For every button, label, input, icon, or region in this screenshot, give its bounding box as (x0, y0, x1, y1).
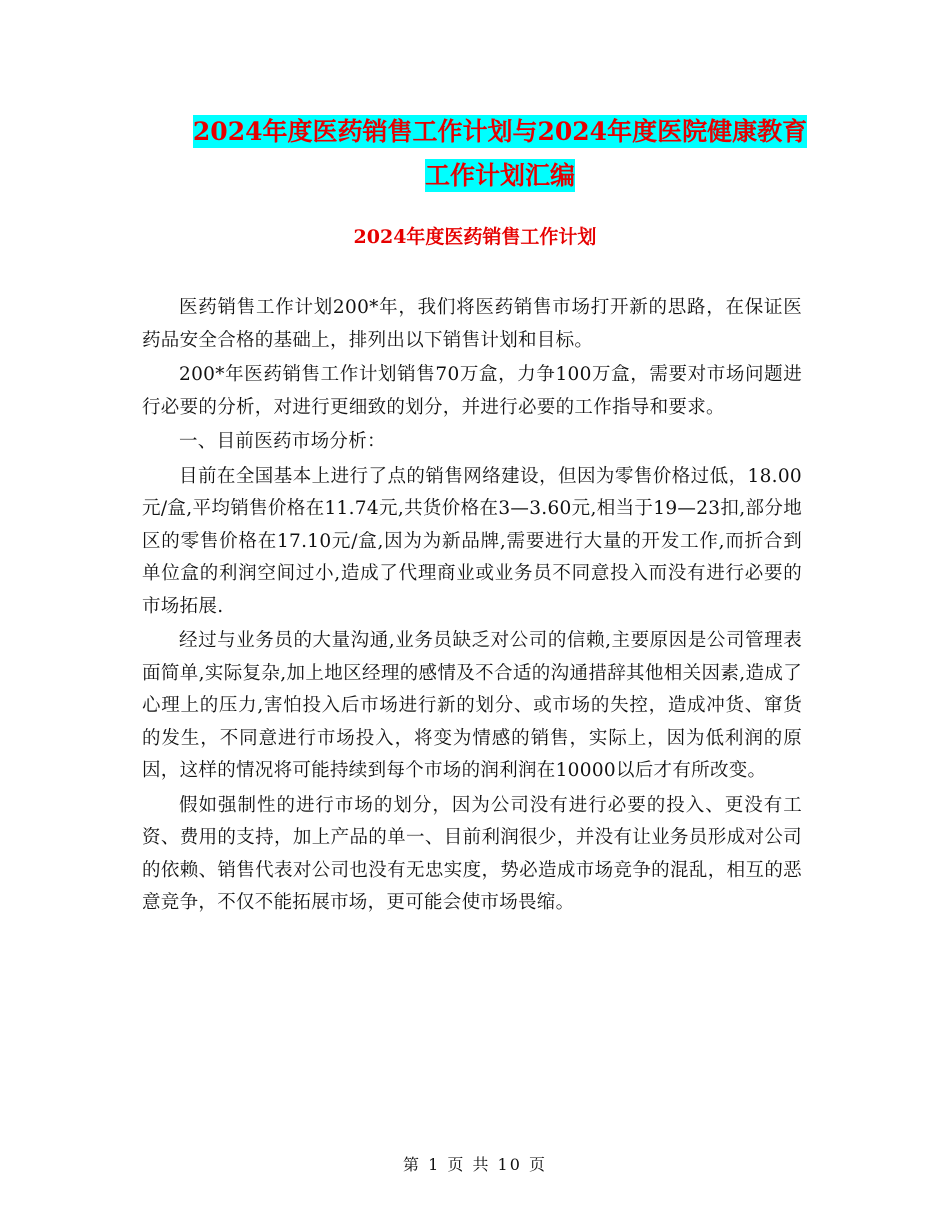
page-footer: 第 1 页 共 10 页 (403, 1155, 547, 1174)
paragraph: 医药销售工作计划200*年，我们将医药销售市场打开新的思路，在保证医药品安全合格的基础上，排列出以下销售计划和目标。 (142, 297, 802, 351)
section-title: 2024年度医药销售工作计划 (353, 226, 597, 248)
paragraph: 经过与业务员的大量沟通,业务员缺乏对公司的信赖,主要原因是公司管理表面简单,实际复杂,加上地区经理的感情及不合适的沟通措辞其他相关因素,造成了心理上的压力,害怕投入后市场进行新的划分、或市场的失控，造成冲货、窜货的发生，不同意进行市场投入，将变为情感的销售，实际上，因为低利润的原因，这样的情况将可能持续到每个市场的润利润在10000以后才有所改变。 (142, 630, 802, 781)
document-title-line1: 2024年度医药销售工作计划与2024年度医院健康教育 (192, 117, 808, 146)
document-body (142, 292, 802, 922)
paragraph: 一、目前医药市场分析： (179, 431, 386, 452)
paragraph: 假如强制性的进行市场的划分，因为公司没有进行必要的投入、更没有工资、费用的支持，加上产品的单一、目前利润很少，并没有让业务员形成对公司的依赖、销售代表对公司也没有无忠实度，势必造成市场竞争的混乱，相互的恶意竞争，不仅不能拓展市场，更可能会使市场畏缩。 (142, 794, 802, 913)
paragraph: 目前在全国基本上进行了点的销售网络建设，但因为零售价格过低，18.00元/盒,平均销售价格在11.74元,共货价格在3—3.60元,相当于19—23扣,部分地区的零售价格在17.10元/盒,因为为新品牌,需要进行大量的开发工作,而折合到单位盒的利润空间过小,造成了代理商业或业务员不同意投入而没有进行必要的市场拓展. (142, 465, 802, 617)
document-title (140, 110, 860, 198)
document-title-line2: 工作计划汇编 (424, 161, 575, 190)
paragraph: 200*年医药销售工作计划销售70万盒，力争100万盒，需要对市场问题进行必要的分析，对进行更细致的划分，并进行必要的工作指导和要求。 (142, 364, 802, 418)
